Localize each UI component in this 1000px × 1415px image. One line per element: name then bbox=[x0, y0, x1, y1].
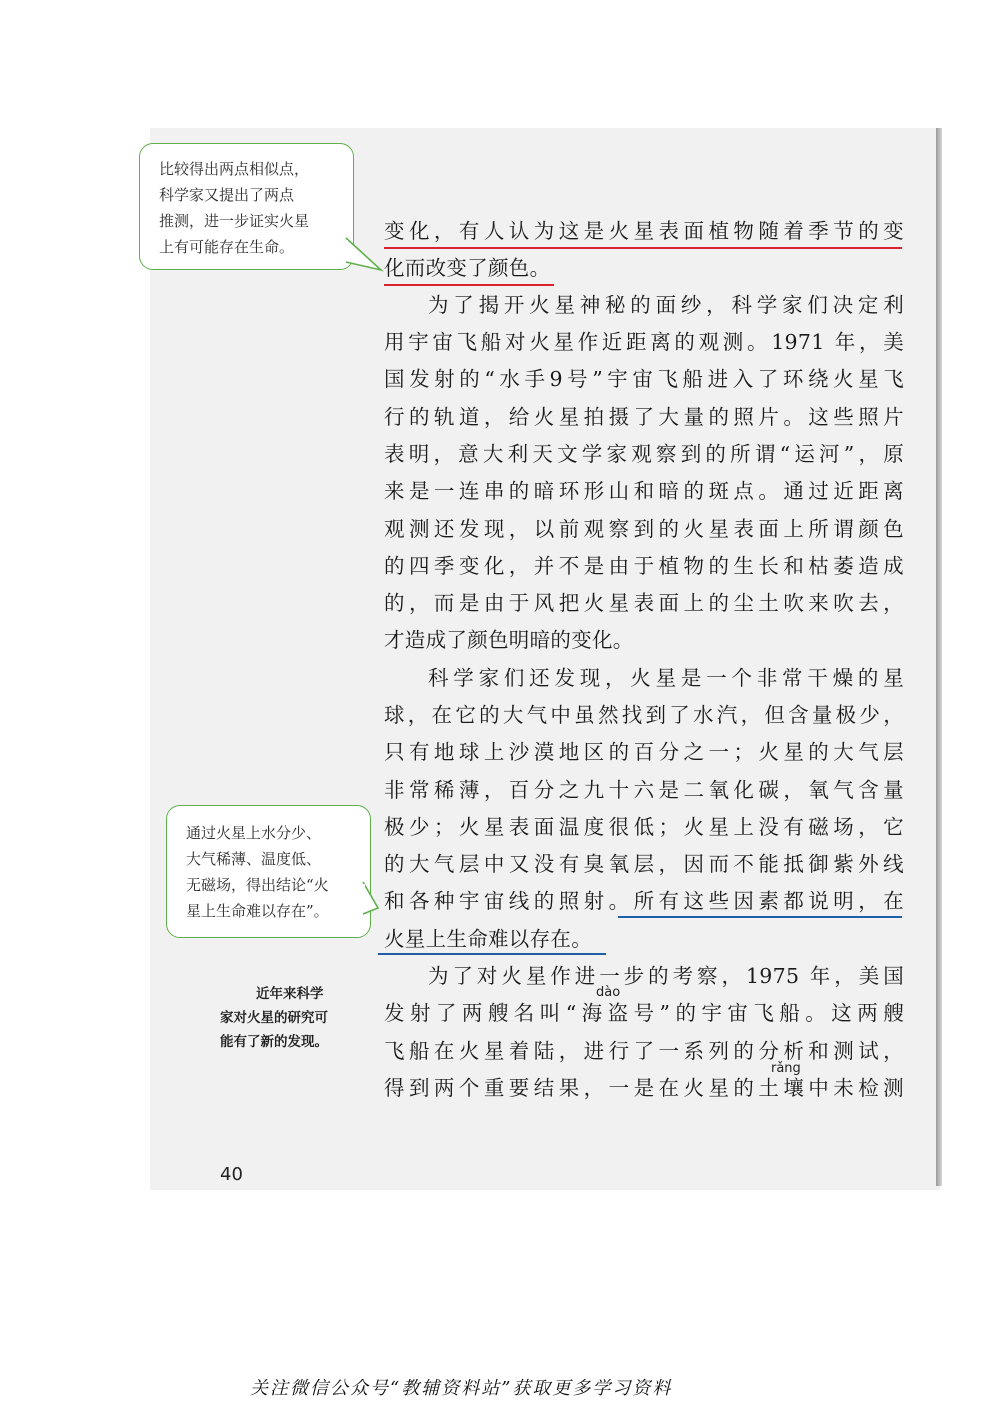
body-line: 发射了两艘名叫“海盗号”的宇宙飞船。这两艘 bbox=[384, 1001, 904, 1025]
callout-line: 无磁场，得出结论“火 bbox=[186, 876, 329, 894]
body-line: 飞船在火星着陆，进行了一系列的分析和测试， bbox=[384, 1039, 904, 1063]
margin-note bbox=[220, 982, 350, 1054]
callout-line: 大气稀薄、温度低、 bbox=[186, 850, 322, 868]
body-line: 为了对火星作进一步的考察，1975 年，美国 bbox=[428, 964, 904, 988]
body-line: 得到两个重要结果，一是在火星的土壤中未检测 bbox=[384, 1076, 904, 1100]
margin-note-line: 能有了新的发现。 bbox=[220, 1034, 328, 1050]
body-line: 才造成了颜色明暗的变化。 bbox=[384, 628, 634, 652]
pinyin-dao: dào bbox=[596, 985, 621, 1000]
pinyin-rang: rǎng bbox=[771, 1061, 801, 1076]
red-highlight-underline bbox=[384, 247, 902, 249]
callout-line: 比较得出两点相似点， bbox=[159, 160, 310, 178]
callout-line: 通过火星上水分少、 bbox=[186, 824, 322, 842]
body-line: 和各种宇宙线的照射。所有这些因素都说明，在 bbox=[384, 889, 904, 913]
callout-line: 上有可能存在生命。 bbox=[159, 238, 295, 256]
margin-note-line: 近年来科学 bbox=[256, 986, 324, 1002]
body-line: 科学家们还发现，火星是一个非常干燥的星 bbox=[428, 666, 904, 690]
body-line: 观测还发现，以前观察到的火星表面上所谓颜色 bbox=[384, 517, 904, 541]
callout-line: 科学家又提出了两点 bbox=[159, 186, 295, 204]
body-line: 的四季变化，并不是由于植物的生长和枯萎造成 bbox=[384, 554, 904, 578]
body-line: 极少；火星表面温度很低；火星上没有磁场，它 bbox=[384, 815, 904, 839]
body-line: 非常稀薄，百分之九十六是二氧化碳，氧气含量 bbox=[384, 778, 904, 802]
body-line: 来是一连串的暗环形山和暗的斑点。通过近距离 bbox=[384, 479, 904, 503]
body-line: 球，在它的大气中虽然找到了水汽，但含量极少， bbox=[384, 703, 904, 727]
body-line: 的大气层中又没有臭氧层，因而不能抵御紫外线 bbox=[384, 852, 904, 876]
page-binding-edge bbox=[936, 128, 942, 1186]
body-line: 为了揭开火星神秘的面纱，科学家们决定利 bbox=[428, 293, 904, 317]
body-line: 用宇宙飞船对火星作近距离的观测。1971 年，美 bbox=[384, 330, 904, 354]
red-highlight-underline bbox=[384, 284, 554, 286]
callout-conclusion bbox=[166, 805, 371, 938]
body-line: 火星上生命难以存在。 bbox=[384, 927, 592, 951]
body-line: 变化，有人认为这是火星表面植物随着季节的变 bbox=[384, 219, 904, 243]
body-line: 行的轨道，给火星拍摄了大量的照片。这些照片 bbox=[384, 405, 904, 429]
body-line: 只有地球上沙漠地区的百分之一；火星的大气层 bbox=[384, 740, 904, 764]
body-line: 表明，意大利天文学家观察到的所谓“运河”，原 bbox=[384, 442, 904, 466]
margin-note-line: 家对火星的研究可 bbox=[220, 1010, 328, 1026]
body-line: 化而改变了颜色。 bbox=[384, 256, 551, 280]
page-number: 40 bbox=[220, 1164, 243, 1185]
callout-line: 星上生命难以存在”。 bbox=[186, 902, 329, 920]
callout-tail bbox=[362, 878, 382, 918]
body-line: 国发射的“水手9号”宇宙飞船进入了环绕火星飞 bbox=[384, 367, 904, 391]
callout-line: 推测，进一步证实火星 bbox=[159, 212, 310, 230]
blue-highlight-underline bbox=[378, 953, 606, 955]
footer-note: 关注微信公众号“教辅资料站”获取更多学习资料 bbox=[250, 1378, 673, 1399]
body-line: 的，而是由于风把火星表面上的尘土吹来吹去， bbox=[384, 591, 904, 615]
blue-highlight-underline bbox=[618, 916, 902, 918]
callout-similarities bbox=[139, 143, 354, 270]
callout-tail bbox=[345, 232, 385, 272]
